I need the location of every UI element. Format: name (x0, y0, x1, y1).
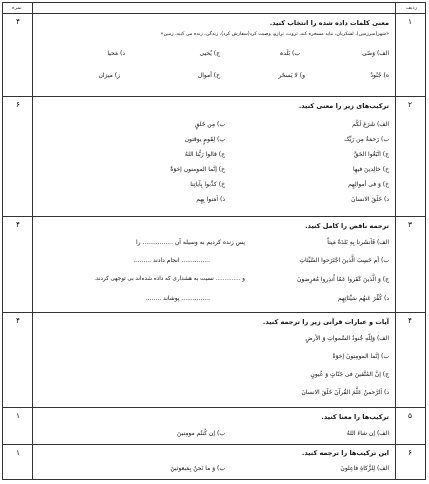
question-number: ۴ (407, 316, 413, 325)
list-item: د) خَلَقَ الانسانَ (351, 196, 389, 203)
list-item: ح) خالِدینَ فیها (352, 166, 389, 173)
question-number: ۱ (407, 17, 413, 26)
list-item: ذ) آمَنوا بِهِم (196, 196, 225, 203)
list-item: ب) لِقَومٍ یوقنون (184, 136, 225, 143)
question-3 (3, 217, 425, 313)
question-score: ۴ (15, 220, 21, 229)
question-score: ۴ (15, 316, 21, 325)
question-number: ۲ (407, 100, 413, 109)
question-2 (3, 97, 425, 217)
list-item: ب) مِن خَلقٍ (194, 121, 225, 128)
list-item: ب) أم حَسِبَ الَّذینَ اجْتَرَحوا السَّیِّئاتِ (299, 257, 389, 264)
question-number: ۶ (407, 448, 413, 457)
question-number: ۳ (407, 220, 413, 229)
list-item: د) مَحیا (107, 50, 125, 57)
question-title: معنی کلمات داده شده را انتخاب کنید. (269, 19, 389, 27)
list-item: الف) فَاَنشَرنا بِهِ بَلدَةً مَیتاً (327, 239, 389, 246)
question-5 (3, 408, 425, 445)
list-item: ............... انجام دادند ......... (133, 257, 210, 264)
question-score: ۱ (15, 411, 21, 420)
list-item: ............... پوشاند ........ (145, 295, 210, 302)
list-item: ج) إنَّ المُتَّقینَ فی جَنّاتٍ وَ عُیونٍ (310, 371, 389, 378)
list-item: ج) اتَّبَعُوا الحَقَّ (353, 151, 389, 158)
question-1 (3, 14, 425, 97)
list-item: و .............. نسبت به هشداری که داده شده‌اند بی توجهی کردند. (94, 276, 245, 282)
question-title: ترجمه ناقص را کامل کنید. (305, 222, 389, 230)
list-item: ح) أموال (197, 72, 220, 79)
list-item: ب) وَ ما نَحنُ بِمَبعوثینَ (170, 465, 225, 472)
question-title: آیات و عبارات قرآنی زیر را ترجمه کنید. (262, 318, 389, 326)
list-item: ج) وَ الَّذینَ کَفَروا عَمّا اُنذِروا مُعرِضونَ (296, 276, 389, 283)
list-item: پس زنده کردیم به وسیله آن ................ را (135, 239, 245, 246)
list-item: الف) وَصّی (362, 50, 389, 57)
list-item: ح) إنَّما المومنون إخوَةٌ (170, 166, 225, 173)
list-item: ب) رَحمَةٌ مِن رَبِّک (344, 136, 389, 143)
list-item: د) کُفِّرَ عَنهُم سَیِّئاتِهِم (338, 295, 389, 302)
header-row-label: ردیف (405, 5, 417, 11)
list-item: ز) میزان (98, 72, 120, 79)
list-item: ب) بَلَدہ (279, 50, 300, 57)
list-item: خ) کذَّبوا بِآیاتِنا (190, 181, 225, 188)
question-6 (3, 445, 425, 479)
list-item: الف) شَرَعَ لَکُم (352, 121, 389, 128)
list-item: الف) إن شاءَ اللهُ (346, 430, 389, 437)
list-item: د) اَلرَّحمنُ عَلَّمَ القُرآنَ خَلَقَ الانسانَ (301, 389, 389, 396)
list-item: ب) إنَّما المومِنونَ إخوَةٌ (332, 353, 389, 360)
header-score-label: نمره (12, 5, 22, 11)
list-item: الف) لِلزَّکاةِ فاعِلونَ (340, 465, 389, 472)
question-score: ۴ (15, 17, 21, 26)
list-item: ب) إن کُنتُم مومِنینَ (177, 430, 225, 437)
header-row (3, 3, 425, 14)
question-score: ۶ (15, 100, 21, 109)
list-item: الف) وَلِلّهِ جُنودُ السَّمواتِ وَ الأرضِ (305, 335, 389, 342)
question-score: ۱ (15, 448, 21, 457)
question-number: ۵ (407, 411, 413, 420)
list-item: ه) جُنُودٌ (370, 72, 389, 79)
question-title: ترکیب‌های زیر را معنی کنید. (298, 102, 389, 110)
question-hint: «شهر(سرزمین)، لشکریان، نباید مسخره کند، ثروت، ترازو، وصیت کرد(سفارش کرد)، زندگی، زنده می کنید، زمین» (160, 32, 389, 37)
list-item: ج) یُحیی (199, 50, 220, 57)
question-title: ترکیب‌ها را معنا کنید. (321, 413, 389, 421)
question-title: این ترکیب‌ها را ترجمه کنید. (301, 449, 389, 457)
list-item: ج) قالوا رَبُّنا اللهُ (184, 151, 225, 158)
list-item: و) لا یَسخَر (278, 72, 305, 79)
exam-sheet (2, 2, 426, 480)
list-item: خ) وَ فی أموالِهِم (348, 181, 389, 188)
question-4 (3, 313, 425, 408)
